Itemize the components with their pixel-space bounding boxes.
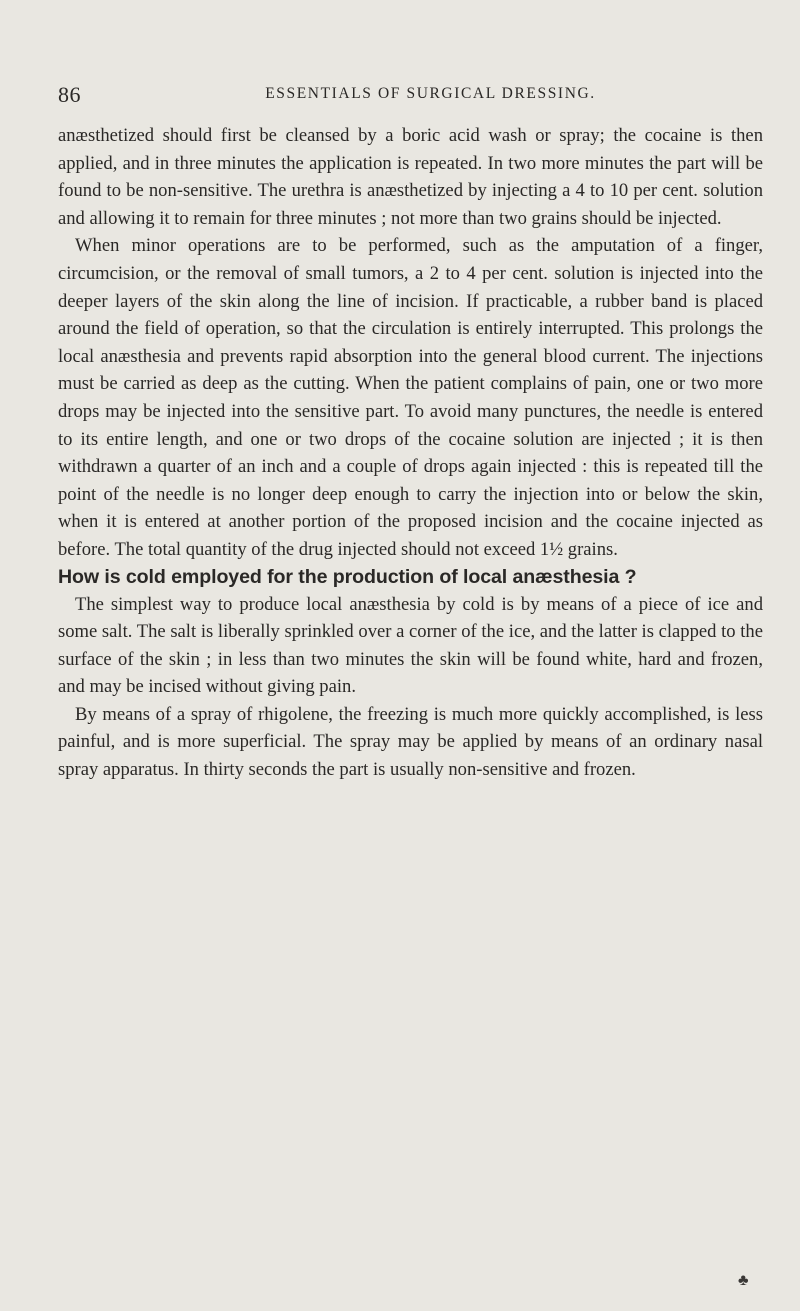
page-number: 86 xyxy=(58,82,81,107)
paragraph-ice-and-salt: The simplest way to produce local anæsthesia by cold is by means of a piece of ice and some salt. The salt is liberally sprinkled over a corner of the ice, and the latter is clapped to the surface of the skin ; in less than two minutes the skin will be found white, hard and frozen, and may be incised without giving pain. xyxy=(58,593,763,698)
paragraph-continued: anæsthetized should first be cleansed by a boric acid wash or spray; the cocaine is then applied, and in three minutes the application is repeated. In two more minutes the part will be found to be non-sensitive. The urethra is anæsthetized by injecting a 4 to 10 per cent. solution and allowing it to remain for three minutes ; not more than two grains should be injected. xyxy=(58,125,763,229)
question-heading: How is cold employed for the production of local anæsthesia ? xyxy=(58,565,637,588)
paragraph-rhigolene-spray: By means of a spray of rhigolene, the freezing is much more quickly accomplished, is less painful, and is more superficial. The spray may be applied by means of an ordinary nasal spray apparatus. In thirty seconds the part is usually non-sensitive and frozen. xyxy=(58,703,763,781)
paragraph-minor-operations: When minor operations are to be performed, such as the amputation of a finger, circumcision, or the removal of small tumors, a 2 to 4 per cent. solution is injected into the deeper layers of the skin along the line of incision. If practicable, a rubber band is placed around the field of operation, so that the circulation is entirely interrupted. This prolongs the local anæsthesia and prevents rapid absorption into the general blood current. The injections must be carried as deep as the cutting. When the patient complains of pain, one or two more drops may be injected into the sensitive part. To avoid many punctures, the needle is entered to its entire length, and one or two drops of the cocaine solution are injected ; it is then withdrawn a quarter of an inch and a couple of drops again injected : this is repeated till the point of the needle is no longer deep enough to carry the injection into or below the skin, when it is entered at another portion of the proposed incision and the cocaine injected as before. The total quantity of the drug injected should not exceed 1½ grains. xyxy=(58,235,763,560)
page-header xyxy=(58,82,763,112)
printer-mark: ♣ xyxy=(738,1272,749,1289)
page-body xyxy=(58,122,763,784)
running-title: ESSENTIALS OF SURGICAL DRESSING. xyxy=(265,85,596,102)
